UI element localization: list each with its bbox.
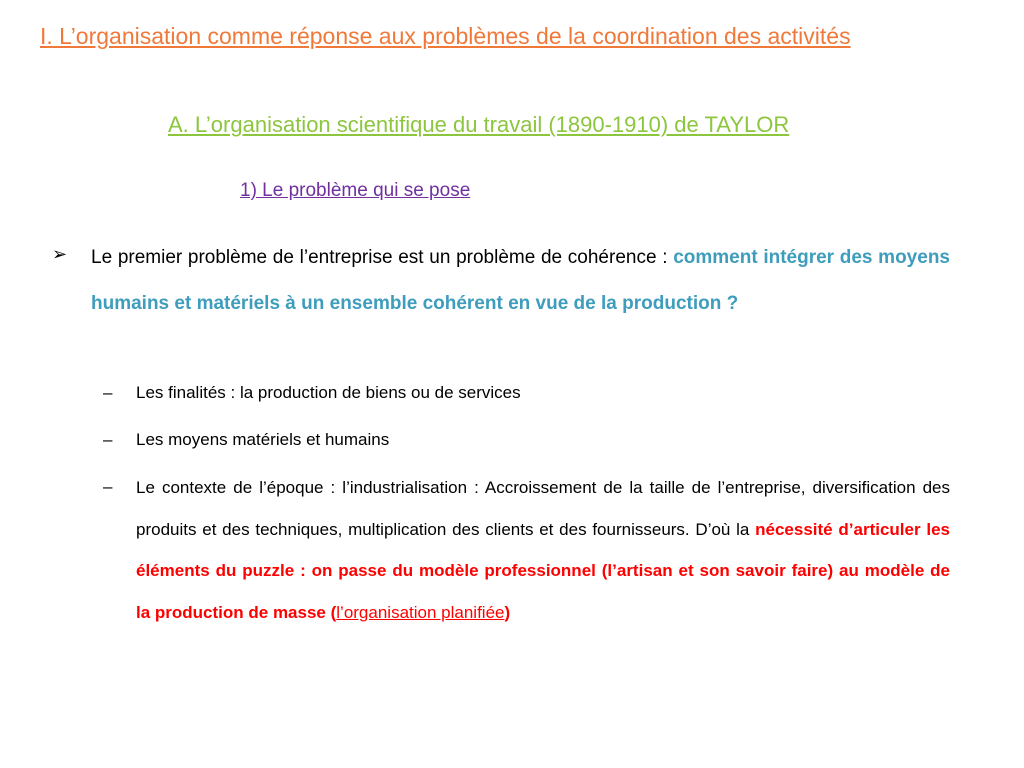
sub-item-finalites: Les finalités : la production de biens ou de services <box>136 383 521 402</box>
sub-item-contexte-end: ) <box>504 602 511 622</box>
main-bullet-plain: Le premier problème de l’entreprise est un problème de cohérence : <box>91 247 674 268</box>
main-bullet-highlight: comment intégrer des moyens humains et matériels à un ensemble cohérent en vue de la production ? <box>91 247 950 314</box>
sub-item-moyens: Les moyens matériels et humains <box>136 430 390 449</box>
slide-title: I. L’organisation comme réponse aux problèmes de la coordination des activités <box>40 23 851 49</box>
sub-item-contexte <box>136 467 950 633</box>
subsection-heading-1: 1) Le problème qui se pose <box>240 180 471 201</box>
dash-bullet-icon: – <box>103 430 113 449</box>
organisation-planifiee-text: l’organisation planifiée <box>336 602 505 622</box>
dash-bullet-icon: – <box>103 383 113 402</box>
arrow-bullet-icon: ➢ <box>52 244 68 264</box>
main-bullet-text <box>91 235 950 327</box>
dash-bullet-icon: – <box>103 477 113 496</box>
sub-item-contexte-plain: Le contexte de l’époque : l’industrialisation : Accroissement de la taille de l’entreprise, diversification des produits et des techniques, multiplication des clients et des fournisseurs. D’où la <box>136 478 950 539</box>
sub-item-contexte-highlight: nécessité d’articuler les éléments du puzzle : on passe du modèle professionnel (l’artisan et son savoir faire) au modèle de la production de masse ( <box>136 519 950 622</box>
section-heading-a: A. L’organisation scientifique du travail (1890-1910) de TAYLOR <box>168 112 790 137</box>
